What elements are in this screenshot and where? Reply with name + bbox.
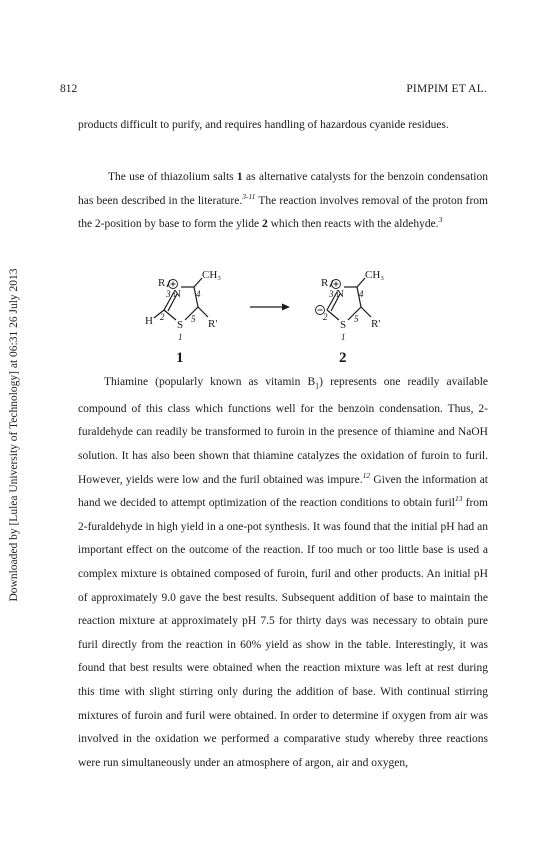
p2-text-2: as alternative catalysts for the benzoin condensation has been described in the literature. xyxy=(78,171,489,207)
paragraph-3 xyxy=(78,371,488,775)
s2-N: N xyxy=(336,288,344,300)
s2-pos2: 2 xyxy=(323,312,328,322)
page-number: 812 xyxy=(60,83,78,95)
s2-S: S xyxy=(340,319,347,331)
p3-text-4: from 2-furaldehyde in high yield in a one-pot synthesis. It was found that the initial pH had an important effect on the outcome of the reaction. If too much or too little base is used a complex mixture is obtained composed of furoin, furil and other products. An initial pH of approximately 9.0 gave the best results. Subsequent addition of base to maintain the reaction mixture at approximately pH 7.5 for thirty days was necessary to obtain pure furil directly from the reaction in 60% yield as show in the table. Interestingly, it was found that best results were obtained when the reaction mixture was left at rest during this time with slight stirring only during the addition of base. With continual stirring mixtures of furoin and furil were obtained. In order to determine if oxygen from air was involved in the oxidation we performed a comparative study whereby three reactions were run simultaneously under an atmosphere of argon, air and oxygen, xyxy=(78,497,488,769)
s2-R: R xyxy=(321,277,329,289)
s1-pos3: 3 xyxy=(166,289,171,299)
p3-text-1: Thiamine (popularly known as vitamin B xyxy=(104,376,316,388)
compound-ref-2: 2 xyxy=(261,218,268,231)
ylide-structure-2 xyxy=(316,269,385,366)
s1-N: N xyxy=(173,288,181,300)
reaction-scheme xyxy=(140,260,440,375)
citation-12: 12 xyxy=(362,470,371,480)
s2-pos3: 3 xyxy=(329,289,334,299)
citation-3: 3 xyxy=(438,215,443,225)
paragraph-2 xyxy=(78,166,488,237)
citation-3-11: 3-11 xyxy=(242,191,256,201)
s1-pos2: 2 xyxy=(160,312,165,322)
vitamin-subscript: 1 xyxy=(315,381,320,391)
compound-label-1: 1 xyxy=(176,350,184,366)
s1-R: R xyxy=(158,277,166,289)
p3-text-3: Given the information at hand we decided to attempt optimization of the reaction conditions to obtain furil xyxy=(78,473,489,510)
citation-13: 13 xyxy=(454,494,463,504)
compound-ref-1: 1 xyxy=(236,171,243,183)
compound-label-2: 2 xyxy=(339,350,347,366)
s2-pos1: 1 xyxy=(341,332,346,342)
paragraph-1-text: products difficult to purify, and requires handling of hazardous cyanide residues. xyxy=(78,119,449,131)
s1-CH3: CH₃ xyxy=(202,269,222,281)
paragraph-1 xyxy=(78,114,488,138)
p2-text-3: The reaction involves removal of the proton from the 2-position by base to form the ylide xyxy=(78,194,488,231)
p3-text-2: ) represents one readily available compound of this class which functions well for the benzoin condensation. Thus, 2-furaldehyde can readily be transformed to furoin in the presence of thiamine and NaOH solution. It has also been shown that thiamine catalyzes the oxidation of furoin to furil. However, yields were low and the furil obtained was impure. xyxy=(78,376,488,486)
p2-text-1: The use of thiazolium salts xyxy=(108,171,237,183)
s2-pos4: 4 xyxy=(359,289,364,299)
s2-pos5: 5 xyxy=(354,314,359,324)
running-head: PIMPIM ET AL. xyxy=(406,83,487,95)
s1-pos1: 1 xyxy=(178,332,183,342)
download-notice-text: Downloaded by [Lulea University of Technology] at 06:31 26 July 2013 xyxy=(8,268,20,602)
s1-H: H xyxy=(145,315,153,327)
p2-text-4: which then reacts with the aldehyde. xyxy=(267,218,439,231)
s1-pos4: 4 xyxy=(196,289,201,299)
download-notice xyxy=(5,225,23,645)
s1-pos5: 5 xyxy=(191,314,196,324)
s1-Rprime: R' xyxy=(208,318,218,330)
s2-CH3: CH₃ xyxy=(365,269,385,281)
reaction-arrow xyxy=(250,304,290,311)
thiazolium-structure-1 xyxy=(145,269,221,366)
s1-S: S xyxy=(177,319,184,331)
s2-Rprime: R' xyxy=(371,318,381,330)
